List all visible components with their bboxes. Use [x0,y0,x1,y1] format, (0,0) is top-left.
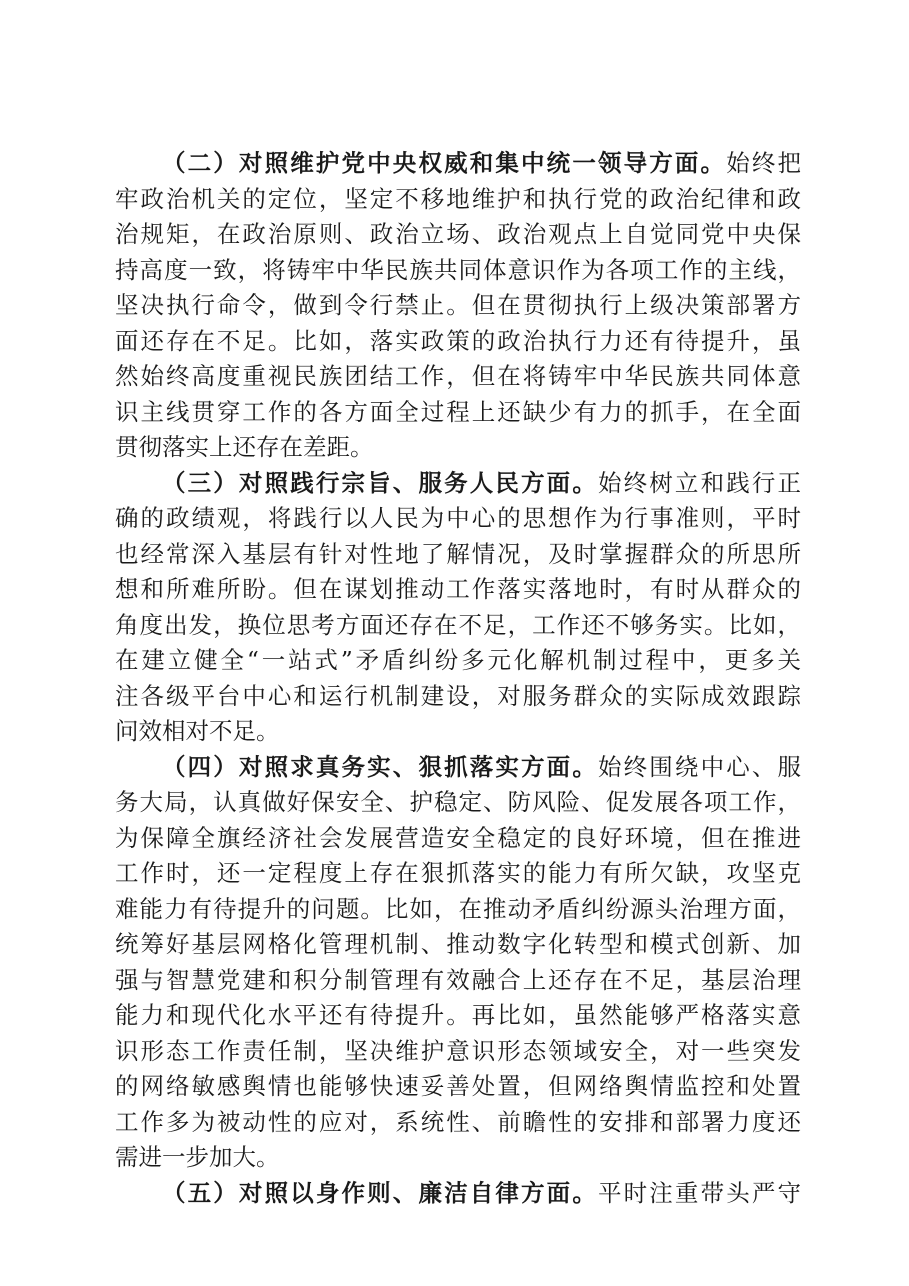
paragraph-line: 确的政绩观，将践行以人民为中心的思想作为行事准则，平时 [115,504,801,532]
paragraph-3 [115,466,801,750]
paragraph-text: 平时注重带头严守 [597,1178,802,1207]
paragraph-line: 问效相对不足。 [115,717,280,745]
paragraph-line: 也经常深入基层有针对性地了解情况，及时掌握群众的所思所 [115,539,801,568]
paragraph-first-line [115,1176,801,1212]
paragraph-first-line [115,466,801,502]
paragraph-line: 工作时，还一定程度上存在狠抓落实的能力有所欠缺，攻坚克 [115,859,801,887]
paragraph-line: 持高度一致，将铸牢中华民族共同体意识作为各项工作的主线， [115,255,801,284]
paragraph-line: 识主线贯穿工作的各方面全过程上还缺少有力的抓手，在全面 [115,397,801,426]
paragraph-heading: （三）对照践行宗旨、服务人民方面。 [162,468,598,497]
paragraph-2 [115,146,801,466]
paragraph-line: 坚决执行命令，做到令行禁止。但在贯彻执行上级决策部署方 [115,291,801,319]
paragraph-4 [115,750,801,1176]
paragraph-line: 为保障全旗经济社会发展营造安全稳定的良好环境，但在推进 [115,823,801,852]
paragraph-text: 始终树立和践行正 [597,468,802,497]
paragraph-first-line [115,146,801,182]
paragraph-line: 工作多为被动性的应对，系统性、前瞻性的安排和部署力度还 [115,1107,801,1136]
paragraph-text: 始终把 [726,149,802,177]
paragraph-line: 面还存在不足。比如，落实政策的政治执行力还有待提升，虽 [115,326,801,355]
paragraph-line: 务大局，认真做好保安全、护稳定、防风险、促发展各项工作， [115,788,801,816]
paragraph-line: 牢政治机关的定位，坚定不移地维护和执行党的政治纪律和政 [115,184,801,213]
paragraph-heading: （五）对照以身作则、廉洁自律方面。 [162,1178,598,1207]
document-page [115,146,801,1211]
paragraph-heading: （二）对照维护党中央权威和集中统一领导方面。 [162,149,727,177]
paragraph-line: 识形态工作责任制，坚决维护意识形态领域安全，对一些突发 [115,1036,801,1065]
paragraph-line: 贯彻落实上还存在差距。 [115,433,374,461]
paragraph-5 [115,1176,801,1212]
paragraph-text: 始终围绕中心、服 [597,752,802,781]
paragraph-line: 治规矩，在政治原则、政治立场、政治观点上自觉同党中央保 [115,220,801,248]
paragraph-line: 能力和现代化水平还有待提升。再比如，虽然能够严格落实意 [115,1001,801,1029]
paragraph-line: 强与智慧党建和积分制管理有效融合上还存在不足，基层治理 [115,965,801,994]
paragraph-line: 角度出发，换位思考方面还存在不足，工作还不够务实。比如， [115,610,801,639]
paragraph-line: 难能力有待提升的问题。比如，在推动矛盾纠纷源头治理方面， [115,894,801,923]
paragraph-heading: （四）对照求真务实、狠抓落实方面。 [162,752,598,781]
paragraph-line: 统筹好基层网格化管理机制、推动数字化转型和模式创新、加 [115,930,801,958]
paragraph-line: 的网络敏感舆情也能够快速妥善处置，但网络舆情监控和处置 [115,1072,801,1100]
paragraph-line: 然始终高度重视民族团结工作，但在将铸牢中华民族共同体意 [115,362,801,390]
paragraph-line: 在建立健全“一站式”矛盾纠纷多元化解机制过程中，更多关 [115,646,801,674]
paragraph-line: 需进一步加大。 [115,1143,280,1171]
paragraph-line: 想和所难所盼。但在谋划推动工作落实落地时，有时从群众的 [115,575,801,603]
paragraph-line: 注各级平台中心和运行机制建设，对服务群众的实际成效跟踪 [115,681,801,710]
paragraph-first-line [115,750,801,786]
